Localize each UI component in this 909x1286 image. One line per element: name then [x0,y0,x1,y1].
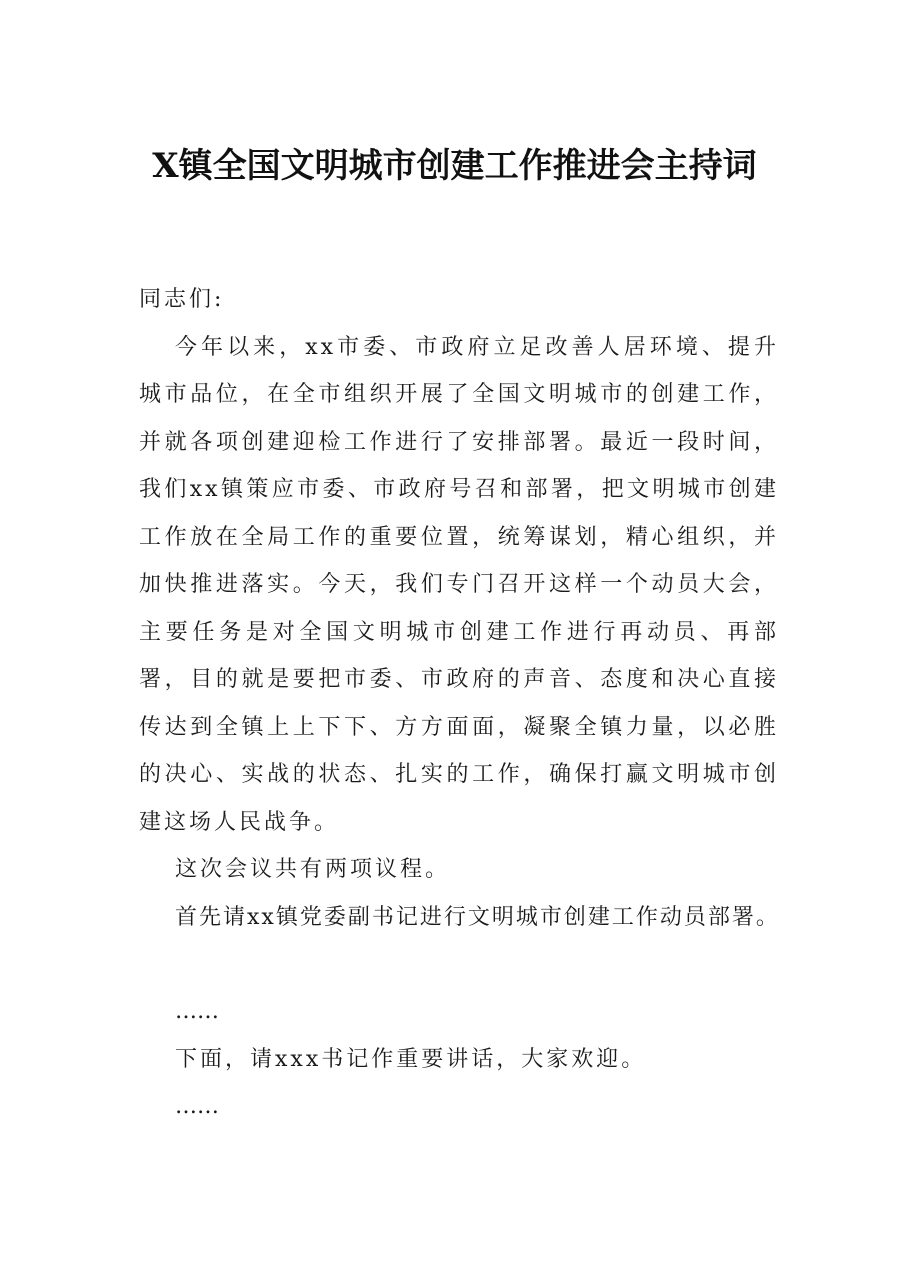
document-body [139,276,779,1131]
blank-line [139,941,779,988]
ellipsis-1: …… [175,999,219,1024]
second-item-paragraph: 下面，请xxx书记作重要讲话，大家欢迎。 [175,1046,647,1072]
salutation: 同志们: [139,287,225,312]
document-title: X镇全国文明城市创建工作推进会主持词 [152,146,757,186]
first-item-paragraph: 首先请xx镇党委副书记进行文明城市创建工作动员部署。 [175,904,780,930]
agenda-paragraph: 这次会议共有两项议程。 [175,857,451,882]
intro-paragraph: 今年以来，xx市委、市政府立足改善人居环境、提升城市品位，在全市组织开展了全国文明城市的创建工作，并就各项创建迎检工作进行了安排部署。最近一段时间，我们xx镇策应市委、市政府号召和部署，把文明城市创建工作放在全局工作的重要位置，统筹谋划，精心组织，并加快推进落实。今天，我们专门召开这样一个动员大会，主要任务是对全国文明城市创建工作进行再动员、再部署，目的就是要把市委、市政府的声音、态度和决心直接传达到全镇上上下下、方方面面，凝聚全镇力量，以必胜的决心、实战的状态、扎实的工作，确保打赢文明城市创建这场人民战争。 [139,334,779,835]
ellipsis-2: …… [175,1094,219,1119]
